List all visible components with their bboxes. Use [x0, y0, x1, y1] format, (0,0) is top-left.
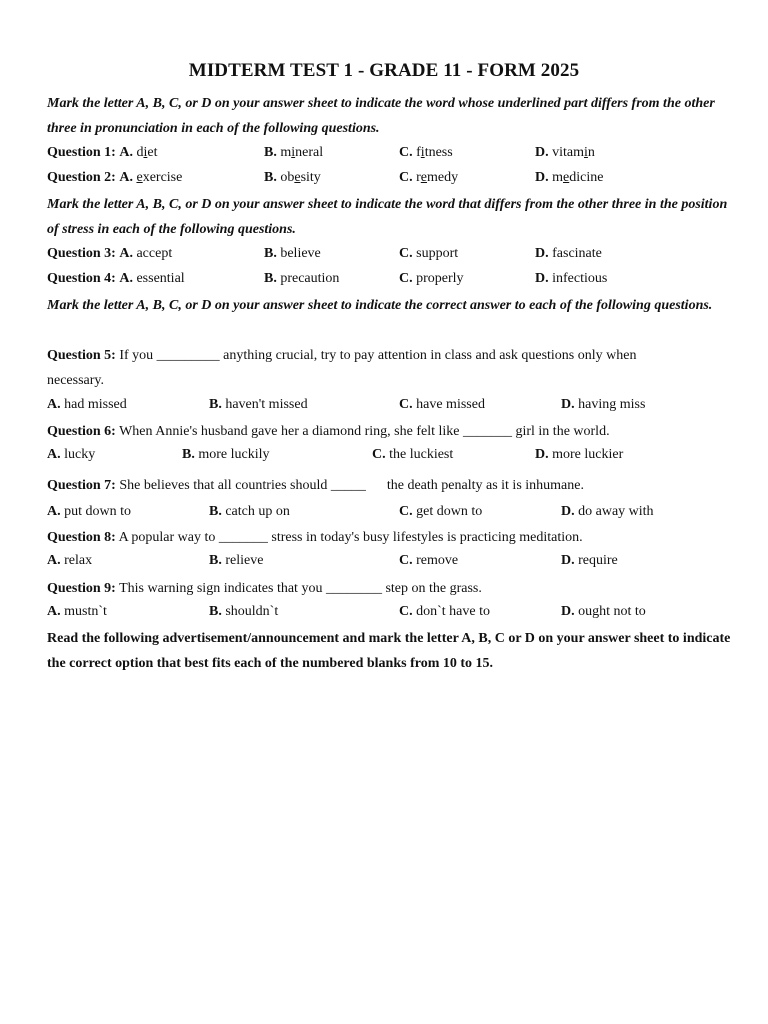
correct-answer-instruction: Mark the letter A, B, C, or D on your answer sheet to indicate the correct answer to each of the following questions. — [47, 298, 713, 313]
option-d[interactable]: ought not to — [578, 604, 646, 619]
stress-instruction: Mark the letter A, B, C, or D on your answer sheet to indicate the word that differs from the other three in the position of stress in each of the following questions. — [47, 197, 728, 237]
option-d[interactable]: medicine — [552, 170, 604, 185]
question-8-stem: Question 8: A popular way to _______ stress in today's busy lifestyles is practicing meditation. — [47, 530, 583, 545]
question-7-stem: Question 7: She believes that all countries should _____ the death penalty as it is inhumane. — [47, 478, 584, 493]
question-6-options: A. lucky B. more luckily C. the luckiest D. more luckier — [47, 447, 624, 462]
question-label: Question 7: — [47, 478, 116, 493]
question-2: Question 2: A. exercise B. obesity C. remedy D. medicine — [47, 170, 604, 185]
option-c[interactable]: support — [416, 246, 459, 261]
question-5-stem: Question 5: If you _________ anything crucial, try to pay attention in class and ask questions only when necessary. — [47, 348, 637, 388]
option-b[interactable]: mineral — [280, 145, 324, 160]
question-4: Question 4: A. essential B. precaution C. properly D. infectious — [47, 271, 608, 286]
option-c[interactable]: fitness — [416, 145, 453, 160]
pronunciation-instruction: Mark the letter A, B, C, or D on your answer sheet to indicate the word whose underlined part differs from the other three in pronunciation in each of the following questions. — [47, 96, 715, 136]
question-5-options: A. had missed B. haven't missed C. have missed D. having miss — [47, 397, 646, 412]
option-c[interactable]: properly — [416, 271, 464, 286]
question-label: Question 1: — [47, 145, 116, 160]
question-label: Question 5: — [47, 348, 116, 363]
option-d[interactable]: infectious — [552, 271, 608, 286]
option-a[interactable]: had missed — [64, 397, 127, 412]
question-9-options: A. mustn`t B. shouldn`t C. don`t have to D. ought not to — [47, 604, 646, 619]
page-title: MIDTERM TEST 1 - GRADE 11 - FORM 2025 — [188, 60, 580, 81]
option-a[interactable]: mustn`t — [64, 604, 107, 619]
question-7-options: A. put down to B. catch up on C. get down to D. do away with — [47, 504, 654, 519]
option-b[interactable]: relieve — [225, 553, 264, 568]
question-1: Question 1: A. diet B. mineral C. fitness D. vitamin — [47, 145, 595, 160]
option-a[interactable]: accept — [136, 246, 173, 261]
option-d[interactable]: vitamin — [552, 145, 595, 160]
option-d[interactable]: require — [578, 553, 618, 568]
option-c[interactable]: remove — [416, 553, 459, 568]
question-9-stem: Question 9: This warning sign indicates that you ________ step on the grass. — [47, 581, 482, 596]
option-a[interactable]: diet — [136, 145, 158, 160]
option-d[interactable]: do away with — [578, 504, 654, 519]
question-6-stem: Question 6: When Annie's husband gave her a diamond ring, she felt like _______ girl in the world. — [47, 424, 610, 439]
option-b[interactable]: catch up on — [225, 504, 290, 519]
option-c[interactable]: remedy — [416, 170, 459, 185]
option-a[interactable]: essential — [136, 271, 185, 286]
question-label: Question 8: — [47, 530, 116, 545]
option-a[interactable]: exercise — [136, 170, 183, 185]
option-d[interactable]: fascinate — [552, 246, 602, 261]
question-label: Question 2: — [47, 170, 116, 185]
option-b[interactable]: precaution — [280, 271, 340, 286]
question-label: Question 6: — [47, 424, 116, 439]
option-b[interactable]: shouldn`t — [225, 604, 279, 619]
question-label: Question 3: — [47, 246, 116, 261]
question-3: Question 3: A. accept B. believe C. support D. fascinate — [47, 246, 602, 261]
option-c[interactable]: have missed — [416, 397, 485, 412]
option-c[interactable]: the luckiest — [389, 447, 454, 462]
reading-instruction: Read the following advertisement/announcement and mark the letter A, B, C or D on your answer sheet to indicate the correct option that best fits each of the numbered blanks from 10 to 15. — [47, 631, 731, 671]
option-b[interactable]: obesity — [280, 170, 321, 185]
option-b[interactable]: more luckily — [198, 447, 270, 462]
option-b[interactable]: believe — [280, 246, 321, 261]
option-c[interactable]: don`t have to — [416, 604, 490, 619]
option-b[interactable]: haven't missed — [225, 397, 308, 412]
option-d[interactable]: having miss — [578, 397, 646, 412]
question-8-options: A. relax B. relieve C. remove D. require — [47, 553, 618, 568]
question-label: Question 9: — [47, 581, 116, 596]
option-d[interactable]: more luckier — [552, 447, 624, 462]
option-a[interactable]: relax — [64, 553, 93, 568]
option-a[interactable]: put down to — [64, 504, 132, 519]
option-a[interactable]: lucky — [64, 447, 96, 462]
question-label: Question 4: — [47, 271, 116, 286]
option-c[interactable]: get down to — [416, 504, 483, 519]
